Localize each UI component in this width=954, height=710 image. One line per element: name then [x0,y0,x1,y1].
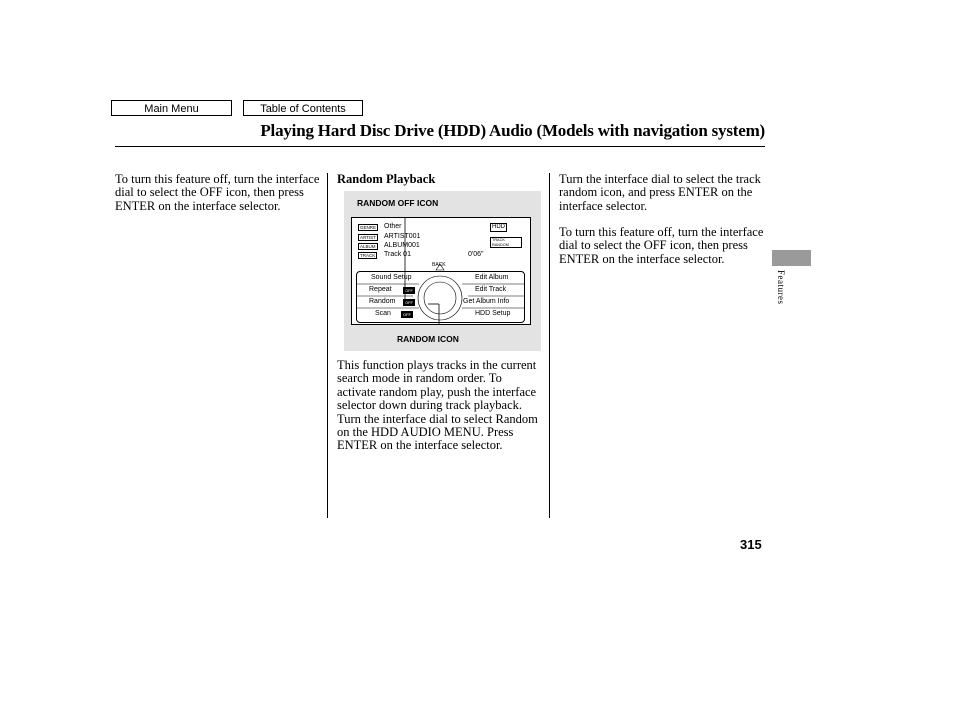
artist-tag: ARTIST [360,235,376,240]
menu-edit-track[interactable]: Edit Track [475,286,507,293]
genre-tag: GENRE [360,225,377,230]
menu-scan[interactable]: Scan [375,310,391,317]
column-divider [549,173,550,518]
track-value: Track 01 [384,251,411,258]
menu-repeat[interactable]: Repeat [369,286,392,293]
album-value: ALBUM001 [384,242,420,249]
col1-paragraph: To turn this feature off, turn the interface dial to select the OFF icon, then press ENTER on the interface selector. [115,172,320,213]
scan-off-badge[interactable]: OFF [403,312,411,317]
section-heading: Random Playback [337,172,436,186]
col3-paragraph-2: To turn this feature off, turn the interface dial to select the OFF icon, then press ENTER on the interface selector. [559,225,764,266]
album-tag: ALBUM [360,244,376,249]
track-tag: TRACK [360,253,376,258]
back-label: BACK [432,262,446,268]
artist-value: ARTIST001 [384,233,421,240]
col2-paragraph: This function plays tracks in the current search mode in random order. To activate random play, push the interface selector down during track playback. Turn the interface dial to select Random on the HDD AUDIO MENU. Press ENTER on the interface selector. [337,358,538,453]
page-title: Playing Hard Disc Drive (HDD) Audio (Models with navigation system) [260,121,765,140]
elapsed-time: 0'06" [468,251,484,258]
menu-random[interactable]: Random [369,298,396,305]
hdd-source-badge: HDD [492,224,505,230]
section-tab [772,250,811,266]
menu-get-album-info[interactable]: Get Album Info [463,298,510,305]
genre-value: Other [384,223,402,230]
section-label: Features [776,270,786,305]
col3-paragraph-1: Turn the interface dial to select the track random icon, and press ENTER on the interface selector. [559,172,761,213]
page-number: 315 [740,537,762,552]
menu-edit-album[interactable]: Edit Album [475,274,509,281]
column-divider [327,173,328,518]
repeat-off-badge[interactable]: OFF [405,288,413,293]
random-off-badge[interactable]: OFF [405,300,413,305]
menu-hdd-setup[interactable]: HDD Setup [475,310,511,317]
random-off-icon-label: RANDOM OFF ICON [357,198,439,208]
hdd-audio-menu [356,271,525,323]
title-divider [115,146,765,147]
table-of-contents-button[interactable]: Table of Contents [243,100,363,116]
menu-sound-setup[interactable]: Sound Setup [371,274,412,281]
random-icon-label: RANDOM ICON [397,334,459,344]
main-menu-button[interactable]: Main Menu [111,100,232,116]
hdd-audio-screen [351,217,531,325]
track-random-mode-icon: TRACK RANDOM [490,237,522,248]
